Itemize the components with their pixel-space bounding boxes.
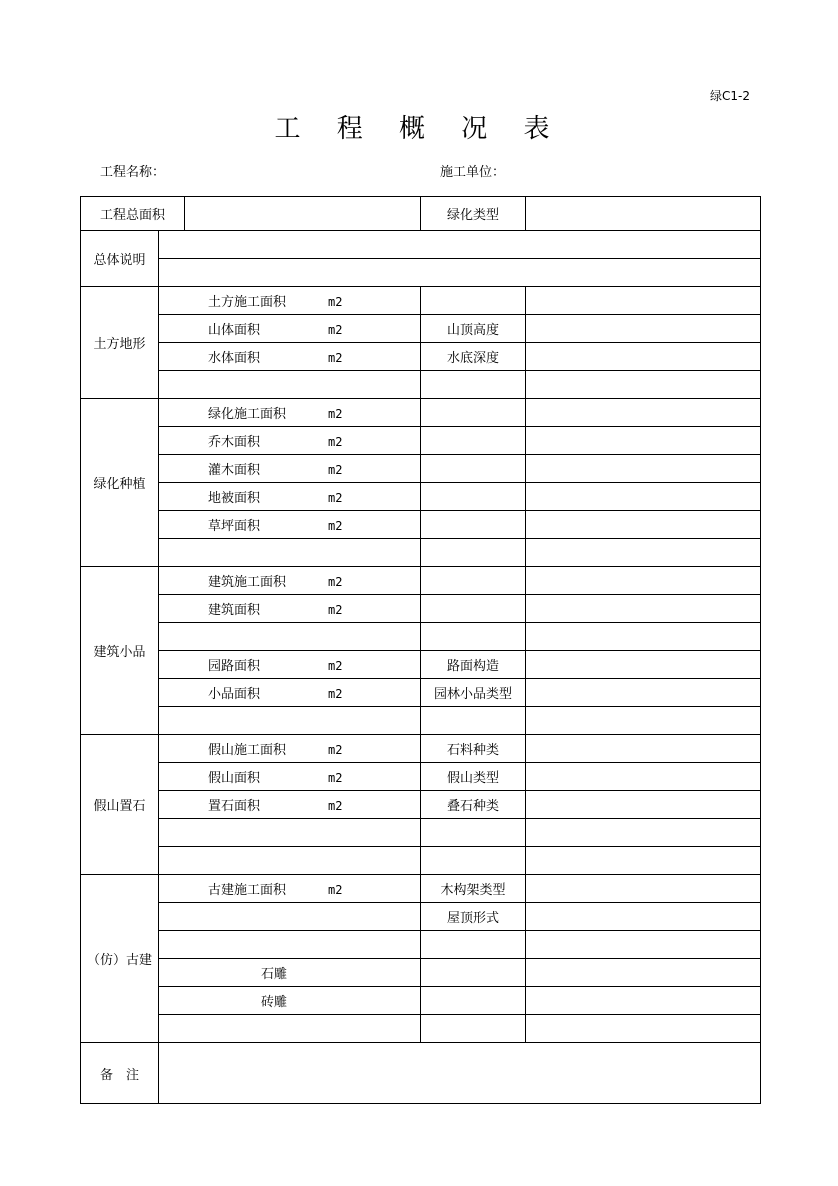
project-name-label: 工程名称： [100, 165, 166, 180]
value-cell[interactable] [421, 371, 526, 399]
value-cell[interactable] [526, 455, 761, 483]
value-cell[interactable] [421, 707, 526, 735]
unit-label: m2 [328, 883, 343, 897]
value-cell[interactable] [421, 511, 526, 539]
table-row [81, 483, 761, 511]
table-row [81, 847, 761, 875]
value-cell[interactable] [159, 539, 421, 567]
row-label: 水底深度 [421, 343, 526, 371]
row-label: 置石面积 [208, 799, 261, 814]
value-cell[interactable] [159, 623, 421, 651]
section-overview: 总体说明 [81, 231, 159, 287]
section-rockery: 假山置石 [81, 735, 159, 875]
table-row [81, 287, 761, 315]
section-earthwork: 土方地形 [81, 287, 159, 399]
unit-label: m2 [328, 435, 343, 449]
value-cell[interactable] [526, 651, 761, 679]
value-cell[interactable] [421, 427, 526, 455]
row-label: 建筑面积 [208, 603, 261, 618]
value-cell[interactable] [159, 371, 421, 399]
table-row [81, 511, 761, 539]
page-title: 工 程 概 况 表 [274, 114, 564, 144]
table-row [81, 567, 761, 595]
value-cell[interactable] [526, 567, 761, 595]
total-area-label: 工程总面积 [81, 197, 185, 231]
unit-label: m2 [328, 799, 343, 813]
value-cell[interactable] [159, 903, 421, 931]
value-cell[interactable] [159, 847, 421, 875]
value-cell[interactable] [526, 679, 761, 707]
value-cell[interactable] [526, 287, 761, 315]
row-label: 假山面积 [208, 771, 261, 786]
value-cell[interactable] [421, 987, 526, 1015]
row-label: 草坪面积 [208, 519, 261, 534]
table-row [81, 1015, 761, 1043]
section-buildings: 建筑小品 [81, 567, 159, 735]
value-cell[interactable] [421, 287, 526, 315]
unit-label: m2 [328, 463, 343, 477]
row-label: 水体面积 [208, 351, 261, 366]
section-planting: 绿化种植 [81, 399, 159, 567]
value-cell[interactable] [526, 539, 761, 567]
row-label: 叠石种类 [421, 791, 526, 819]
value-cell[interactable] [421, 959, 526, 987]
table-row [81, 959, 761, 987]
value-cell[interactable] [421, 931, 526, 959]
value-cell[interactable] [159, 931, 421, 959]
value-cell[interactable] [526, 427, 761, 455]
green-type-field[interactable] [526, 197, 761, 231]
table-row [81, 623, 761, 651]
table-row [81, 875, 761, 903]
value-cell[interactable] [421, 567, 526, 595]
row-label: 木构架类型 [421, 875, 526, 903]
value-cell[interactable] [421, 483, 526, 511]
value-cell[interactable] [526, 847, 761, 875]
table-row [81, 903, 761, 931]
table-row [81, 819, 761, 847]
project-overview-table [80, 196, 761, 1104]
form-code: 绿C1-2 [710, 89, 750, 103]
table-row [81, 427, 761, 455]
header-row [81, 197, 761, 231]
value-cell[interactable] [526, 959, 761, 987]
row-label: 假山施工面积 [208, 743, 287, 758]
unit-label: m2 [328, 323, 343, 337]
unit-label: m2 [328, 743, 343, 757]
table-row [81, 399, 761, 427]
value-cell[interactable] [526, 595, 761, 623]
table-row [81, 371, 761, 399]
value-cell[interactable] [526, 791, 761, 819]
row-label: 建筑施工面积 [208, 575, 287, 590]
table-row [81, 455, 761, 483]
value-cell[interactable] [526, 315, 761, 343]
green-type-label: 绿化类型 [421, 197, 526, 231]
row-label: 路面构造 [421, 651, 526, 679]
value-cell[interactable] [526, 483, 761, 511]
value-cell[interactable] [526, 819, 761, 847]
row-label: 石雕 [159, 959, 421, 987]
row-label: 屋顶形式 [421, 903, 526, 931]
table-row [81, 651, 761, 679]
unit-label: m2 [328, 295, 343, 309]
row-label: 乔木面积 [208, 435, 261, 450]
overview-row [81, 231, 761, 259]
table-row [81, 707, 761, 735]
unit-label: m2 [328, 659, 343, 673]
value-cell[interactable] [159, 819, 421, 847]
overview-field-1[interactable] [159, 231, 761, 259]
value-cell[interactable] [526, 735, 761, 763]
section-remarks: 备 注 [81, 1043, 159, 1104]
unit-label: m2 [328, 575, 343, 589]
table-row [81, 931, 761, 959]
unit-label: m2 [328, 771, 343, 785]
unit-label: m2 [328, 603, 343, 617]
value-cell[interactable] [421, 847, 526, 875]
value-cell[interactable] [159, 707, 421, 735]
table-row [81, 595, 761, 623]
table-row [81, 735, 761, 763]
value-cell[interactable] [526, 399, 761, 427]
total-area-field[interactable] [185, 197, 421, 231]
table-row [81, 539, 761, 567]
table-row [81, 315, 761, 343]
value-cell[interactable] [526, 371, 761, 399]
value-cell[interactable] [526, 763, 761, 791]
value-cell[interactable] [526, 903, 761, 931]
row-label: 园路面积 [208, 659, 261, 674]
unit-label: m2 [328, 687, 343, 701]
value-cell[interactable] [526, 987, 761, 1015]
row-label: 园林小品类型 [421, 679, 526, 707]
row-label: 绿化施工面积 [208, 407, 287, 422]
value-cell[interactable] [526, 623, 761, 651]
row-label: 山顶高度 [421, 315, 526, 343]
value-cell[interactable] [421, 539, 526, 567]
section-ancient: （仿）古建 [81, 875, 159, 1043]
row-label: 灌木面积 [208, 463, 261, 478]
row-label: 土方施工面积 [208, 295, 287, 310]
row-label: 古建施工面积 [208, 883, 287, 898]
row-label: 小品面积 [208, 687, 261, 702]
row-label: 砖雕 [159, 987, 421, 1015]
table-row [81, 763, 761, 791]
value-cell[interactable] [421, 595, 526, 623]
table-row [81, 679, 761, 707]
overview-field-2[interactable] [159, 259, 761, 287]
remarks-row [81, 1043, 761, 1104]
value-cell[interactable] [421, 819, 526, 847]
remarks-field[interactable] [159, 1043, 761, 1104]
value-cell[interactable] [421, 455, 526, 483]
table-row [81, 343, 761, 371]
value-cell[interactable] [421, 399, 526, 427]
row-label: 石料种类 [421, 735, 526, 763]
contractor-label: 施工单位： [440, 165, 506, 180]
row-label: 地被面积 [208, 491, 261, 506]
table-row [81, 987, 761, 1015]
value-cell[interactable] [526, 875, 761, 903]
value-cell[interactable] [421, 1015, 526, 1043]
value-cell[interactable] [421, 623, 526, 651]
value-cell[interactable] [159, 1015, 421, 1043]
unit-label: m2 [328, 519, 343, 533]
value-cell[interactable] [526, 931, 761, 959]
unit-label: m2 [328, 491, 343, 505]
value-cell[interactable] [526, 707, 761, 735]
value-cell[interactable] [526, 511, 761, 539]
value-cell[interactable] [526, 1015, 761, 1043]
value-cell[interactable] [526, 343, 761, 371]
row-label: 假山类型 [421, 763, 526, 791]
unit-label: m2 [328, 407, 343, 421]
table-row [81, 791, 761, 819]
unit-label: m2 [328, 351, 343, 365]
row-label: 山体面积 [208, 323, 261, 338]
